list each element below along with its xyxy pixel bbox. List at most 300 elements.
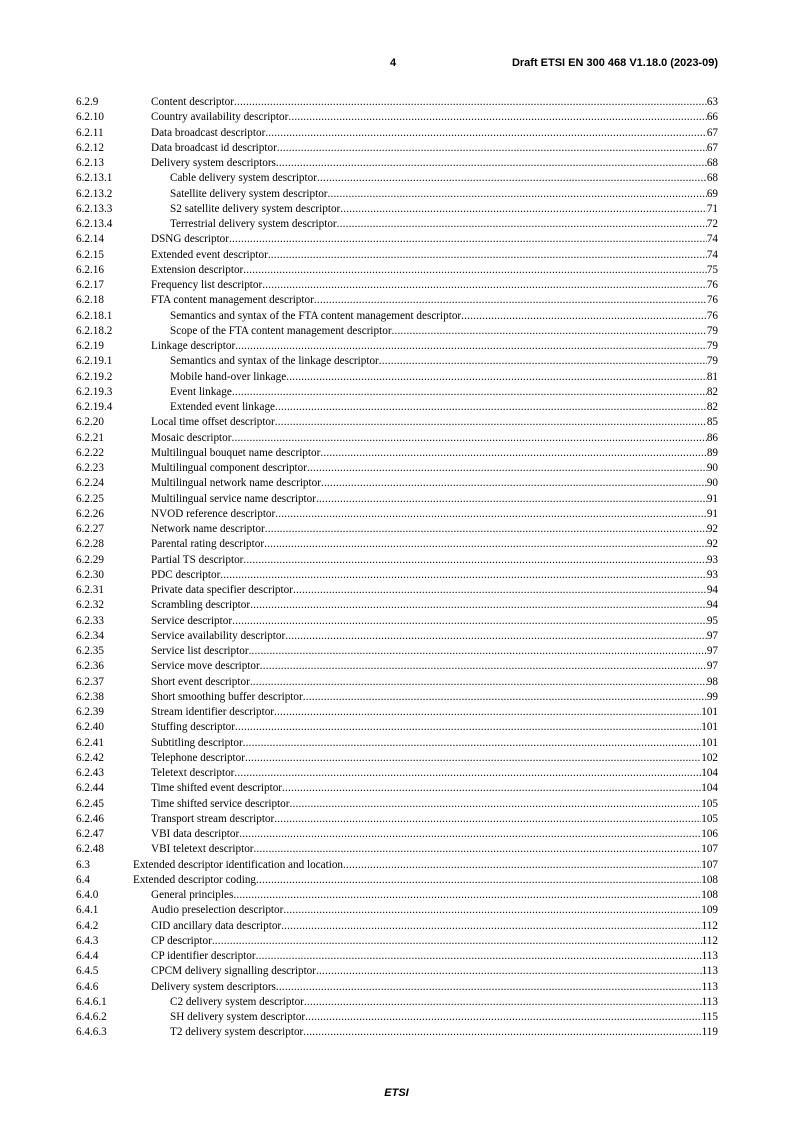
toc-entry[interactable] (76, 949, 718, 964)
toc-section-title: CP descriptor (151, 934, 212, 947)
toc-dot-leader (274, 705, 701, 720)
toc-entry-body (151, 568, 718, 583)
toc-section-number: 6.2.12 (76, 141, 104, 154)
toc-section-number: 6.4.6.2 (76, 1011, 107, 1023)
toc-dot-leader (283, 903, 701, 918)
toc-section-title: Country availability descriptor (151, 111, 289, 124)
toc-entry[interactable] (76, 888, 718, 903)
toc-page-number: 90 (706, 477, 718, 490)
toc-section-title: Subtitling descriptor (151, 736, 243, 749)
toc-entry-body (151, 95, 718, 110)
toc-section-title: Multilingual service name descriptor (151, 492, 316, 505)
toc-section-number: 6.2.13 (76, 157, 104, 169)
toc-section-title: Data broadcast descriptor (151, 126, 266, 139)
toc-page-number: 112 (701, 919, 718, 932)
toc-section-title: Service availability descriptor (151, 629, 286, 642)
toc-entry[interactable] (76, 171, 718, 186)
page-number: 4 (390, 57, 397, 69)
toc-entry[interactable] (76, 781, 718, 796)
toc-entry[interactable] (76, 293, 718, 308)
toc-entry-body (151, 919, 718, 934)
toc-section-number: 6.2.21 (76, 431, 104, 444)
toc-entry-body (170, 187, 718, 202)
toc-entry[interactable] (76, 507, 718, 522)
toc-page-number: 92 (706, 523, 718, 535)
toc-entry-body (151, 278, 718, 293)
toc-dot-leader (243, 263, 707, 278)
toc-section-number: 6.2.19.4 (76, 401, 113, 413)
toc-entry[interactable] (76, 659, 718, 674)
toc-section-title: Stuffing descriptor (151, 721, 235, 734)
toc-section-title: Terrestrial delivery system descriptor (170, 218, 337, 230)
toc-section-number: 6.2.28 (76, 538, 104, 551)
toc-section-number: 6.2.13.3 (76, 202, 113, 215)
toc-page-number: 102 (701, 751, 718, 764)
toc-section-number: 6.2.25 (76, 492, 104, 505)
toc-page-number: 81 (706, 370, 718, 383)
toc-page-number: 82 (706, 401, 718, 413)
toc-section-number: 6.2.18.2 (76, 324, 113, 337)
toc-page-number: 71 (706, 202, 718, 215)
toc-entry-body (151, 431, 718, 446)
toc-section-title: DSNG descriptor (151, 233, 229, 246)
toc-entry[interactable] (76, 248, 718, 263)
toc-dot-leader (275, 400, 707, 415)
toc-entry-body (151, 903, 718, 918)
toc-page-number: 104 (701, 767, 718, 779)
toc-entry-body (170, 1025, 718, 1040)
toc-entry-body (170, 1010, 718, 1025)
toc-dot-leader (243, 553, 706, 568)
toc-section-number: 6.2.29 (76, 553, 104, 566)
toc-entry-body (151, 812, 718, 827)
toc-section-title: Delivery system descriptors (151, 157, 276, 169)
toc-dot-leader (343, 858, 701, 873)
toc-section-title: Stream identifier descriptor (151, 706, 275, 718)
toc-section-number: 6.2.19.1 (76, 355, 113, 368)
toc-section-number: 6.2.18 (76, 294, 104, 307)
toc-entry[interactable] (76, 431, 718, 446)
toc-page-number: 74 (706, 233, 718, 246)
toc-section-number: 6.2.35 (76, 645, 104, 657)
toc-entry-body (170, 171, 718, 186)
toc-section-title: Extended descriptor identification and location (133, 858, 344, 871)
toc-page-number: 113 (701, 950, 718, 962)
toc-page-number: 79 (706, 340, 718, 352)
toc-entry[interactable] (76, 766, 718, 781)
toc-dot-leader (328, 187, 707, 202)
toc-page-number: 76 (706, 309, 718, 322)
toc-page-number: 79 (706, 324, 718, 337)
toc-entry[interactable] (76, 1010, 718, 1025)
footer-publisher: ETSI (384, 1087, 409, 1099)
toc-section-title: Multilingual component descriptor (151, 462, 307, 474)
toc-section-title: Local time offset descriptor (151, 416, 275, 429)
toc-page-number: 85 (706, 416, 718, 429)
toc-section-title: FTA content management descriptor (151, 294, 314, 307)
toc-entry-body (151, 293, 718, 308)
toc-entry[interactable] (76, 903, 718, 918)
toc-dot-leader (249, 644, 707, 659)
toc-entry-body (170, 370, 718, 385)
toc-dot-leader (320, 446, 706, 461)
toc-entry-body (151, 492, 718, 507)
toc-section-number: 6.2.40 (76, 721, 104, 734)
toc-entry[interactable] (76, 690, 718, 705)
toc-entry-body (151, 827, 718, 842)
toc-page-number: 63 (706, 96, 718, 108)
toc-entry-body (170, 385, 718, 400)
toc-page-number: 93 (706, 568, 718, 581)
toc-page-number: 113 (701, 965, 718, 978)
toc-section-number: 6.4.6.1 (76, 995, 107, 1008)
toc-entry-body (151, 583, 718, 598)
toc-entry[interactable] (76, 309, 718, 324)
toc-entry[interactable] (76, 202, 718, 217)
toc-entry[interactable] (76, 705, 718, 720)
toc-entry[interactable] (76, 736, 718, 751)
toc-entry[interactable] (76, 446, 718, 461)
toc-section-number: 6.4 (76, 873, 90, 886)
toc-entry[interactable] (76, 675, 718, 690)
toc-entry-body (170, 324, 718, 339)
toc-entry[interactable] (76, 919, 718, 934)
toc-section-title: Event linkage (170, 385, 232, 398)
toc-entry-body (151, 476, 718, 491)
toc-section-number: 6.2.22 (76, 446, 104, 459)
toc-section-title: Extended event linkage (170, 401, 275, 413)
toc-section-number: 6.4.2 (76, 919, 99, 932)
toc-entry-body (151, 248, 718, 263)
toc-page-number: 74 (706, 248, 718, 261)
toc-entry-body (151, 537, 718, 552)
toc-section-number: 6.2.39 (76, 706, 104, 718)
toc-section-title: T2 delivery system descriptor (170, 1026, 304, 1039)
toc-page-number: 76 (706, 279, 718, 291)
toc-dot-leader (340, 202, 707, 217)
toc-section-title: VBI teletext descriptor (151, 843, 254, 856)
toc-dot-leader (303, 690, 707, 705)
toc-entry-body (151, 644, 718, 659)
toc-section-number: 6.3 (76, 858, 90, 871)
toc-page-number: 72 (706, 218, 718, 230)
toc-entry[interactable] (76, 324, 718, 339)
toc-entry-body (170, 309, 718, 324)
toc-entry[interactable] (76, 751, 718, 766)
toc-entry[interactable] (76, 720, 718, 735)
toc-page-number: 108 (701, 873, 718, 886)
toc-entry[interactable] (76, 568, 718, 583)
toc-section-title: Semantics and syntax of the FTA content management descriptor (170, 309, 462, 322)
toc-dot-leader (243, 736, 702, 751)
toc-section-title: S2 satellite delivery system descriptor (170, 202, 341, 215)
toc-entry-body (151, 659, 718, 674)
toc-page-number: 86 (706, 431, 718, 444)
toc-entry[interactable] (76, 812, 718, 827)
toc-dot-leader (220, 568, 707, 583)
toc-entry[interactable] (76, 629, 718, 644)
toc-entry[interactable] (76, 980, 718, 995)
toc-section-number: 6.2.19 (76, 340, 104, 352)
toc-section-number: 6.2.48 (76, 843, 104, 856)
toc-section-title: Scrambling descriptor (151, 599, 251, 612)
toc-dot-leader (285, 629, 707, 644)
toc-section-number: 6.2.47 (76, 828, 104, 840)
toc-section-title: Transport stream descriptor (151, 812, 275, 825)
toc-entry-body (151, 614, 718, 629)
toc-dot-leader (461, 309, 707, 324)
toc-page-number: 104 (701, 782, 718, 795)
toc-entry-body (151, 446, 718, 461)
toc-section-title: Delivery system descriptors (151, 980, 276, 993)
toc-section-number: 6.2.13.1 (76, 172, 113, 185)
toc-entry-body (151, 690, 718, 705)
toc-entry-body (133, 858, 718, 873)
toc-page-number: 115 (701, 1011, 718, 1023)
toc-section-title: Parental rating descriptor (151, 538, 265, 551)
toc-page-number: 113 (701, 980, 718, 993)
document-title: Draft ETSI EN 300 468 V1.18.0 (2023-09) (511, 57, 718, 69)
toc-page-number: 112 (701, 934, 718, 947)
toc-section-title: C2 delivery system descriptor (170, 995, 304, 1008)
toc-entry-body (151, 705, 718, 720)
toc-section-number: 6.4.6 (76, 980, 99, 993)
toc-section-number: 6.2.16 (76, 263, 104, 276)
toc-section-number: 6.4.1 (76, 904, 99, 917)
toc-entry[interactable] (76, 964, 718, 979)
toc-section-number: 6.2.17 (76, 279, 104, 291)
toc-page-number: 108 (701, 889, 718, 901)
toc-dot-leader (321, 476, 707, 491)
toc-page-number: 98 (706, 675, 718, 688)
toc-entry[interactable] (76, 415, 718, 430)
toc-dot-leader (232, 614, 707, 629)
toc-dot-leader (245, 751, 701, 766)
toc-page-number: 67 (706, 141, 718, 154)
toc-entry[interactable] (76, 797, 718, 812)
toc-entry-body (151, 736, 718, 751)
toc-entry-body (151, 797, 718, 812)
toc-entry[interactable] (76, 187, 718, 202)
toc-section-number: 6.2.13.4 (76, 218, 113, 230)
toc-page-number: 89 (706, 446, 718, 459)
toc-entry[interactable] (76, 873, 718, 888)
toc-entry[interactable] (76, 842, 718, 857)
toc-dot-leader (250, 675, 707, 690)
toc-dot-leader (239, 827, 701, 842)
toc-entry-body (151, 964, 718, 979)
toc-dot-leader (235, 720, 701, 735)
toc-dot-leader (265, 522, 707, 537)
toc-dot-leader (265, 126, 707, 141)
toc-page-number: 66 (706, 111, 718, 124)
toc-entry-body (151, 232, 718, 247)
toc-entry[interactable] (76, 995, 718, 1010)
toc-page-number: 106 (701, 828, 718, 840)
toc-dot-leader (288, 110, 706, 125)
toc-entry-body (151, 781, 718, 796)
toc-entry[interactable] (76, 476, 718, 491)
toc-dot-leader (281, 919, 701, 934)
toc-section-number: 6.2.19.2 (76, 370, 113, 383)
toc-page-number: 79 (706, 355, 718, 368)
toc-entry-body (151, 110, 718, 125)
toc-section-number: 6.2.14 (76, 233, 104, 246)
toc-dot-leader (307, 461, 707, 476)
toc-entry-body (151, 461, 718, 476)
toc-entry[interactable] (76, 156, 718, 171)
toc-entry[interactable] (76, 278, 718, 293)
toc-page-number: 97 (706, 645, 718, 657)
toc-entry[interactable] (76, 614, 718, 629)
toc-entry-body (170, 354, 718, 369)
toc-dot-leader (231, 431, 706, 446)
toc-section-title: Teletext descriptor (151, 767, 235, 779)
toc-entry[interactable] (76, 110, 718, 125)
toc-page-number: 69 (706, 187, 718, 200)
toc-page-number: 75 (706, 263, 718, 276)
toc-entry[interactable] (76, 492, 718, 507)
toc-dot-leader (262, 278, 707, 293)
toc-entry[interactable] (76, 537, 718, 552)
toc-entry[interactable] (76, 400, 718, 415)
toc-dot-leader (317, 171, 707, 186)
toc-section-title: Network name descriptor (151, 523, 265, 535)
toc-entry[interactable] (76, 126, 718, 141)
toc-section-number: 6.2.31 (76, 584, 104, 596)
toc-entry-body (170, 217, 718, 232)
toc-section-title: Partial TS descriptor (151, 553, 244, 566)
toc-dot-leader (392, 324, 707, 339)
toc-entry[interactable] (76, 370, 718, 385)
toc-page-number: 105 (701, 797, 718, 810)
toc-section-number: 6.2.30 (76, 568, 104, 581)
toc-entry-body (151, 766, 718, 781)
toc-section-title: Service move descriptor (151, 660, 260, 673)
toc-entry[interactable] (76, 95, 718, 110)
toc-section-number: 6.2.26 (76, 507, 104, 520)
toc-entry[interactable] (76, 232, 718, 247)
toc-section-title: Short event descriptor (151, 675, 250, 688)
toc-dot-leader (305, 1010, 701, 1025)
toc-section-title: Mosaic descriptor (151, 431, 232, 444)
toc-page-number: 97 (706, 660, 718, 673)
toc-dot-leader (234, 766, 701, 781)
toc-dot-leader (235, 339, 707, 354)
toc-section-title: Multilingual network name descriptor (151, 477, 321, 490)
toc-section-number: 6.2.34 (76, 629, 104, 642)
toc-section-title: VBI data descriptor (151, 828, 240, 840)
toc-entry-body (151, 598, 718, 613)
toc-page-number: 94 (706, 599, 718, 612)
toc-page-number: 101 (701, 706, 718, 718)
toc-section-title: Extended descriptor coding (133, 873, 257, 886)
toc-dot-leader (264, 537, 707, 552)
toc-entry-body (151, 720, 718, 735)
toc-entry[interactable] (76, 141, 718, 156)
toc-section-number: 6.2.37 (76, 675, 104, 688)
toc-dot-leader (229, 232, 707, 247)
toc-section-title: Telephone descriptor (151, 751, 245, 764)
toc-entry-body (151, 980, 718, 995)
toc-entry[interactable] (76, 385, 718, 400)
toc-section-title: Content descriptor (151, 96, 234, 108)
toc-page-number: 93 (706, 553, 718, 566)
toc-entry[interactable] (76, 263, 718, 278)
toc-entry[interactable] (76, 583, 718, 598)
toc-section-title: Audio preselection descriptor (151, 904, 284, 917)
toc-entry[interactable] (76, 644, 718, 659)
toc-page-number: 107 (701, 843, 718, 856)
toc-dot-leader (276, 980, 702, 995)
toc-entry[interactable] (76, 522, 718, 537)
toc-page-number: 113 (701, 995, 718, 1008)
toc-dot-leader (254, 842, 702, 857)
toc-section-number: 6.2.43 (76, 767, 104, 779)
toc-dot-leader (275, 507, 707, 522)
toc-entry[interactable] (76, 461, 718, 476)
toc-dot-leader (304, 995, 702, 1010)
toc-section-title: Mobile hand-over linkage (170, 370, 287, 383)
table-of-contents (76, 95, 718, 1041)
toc-page-number: 99 (706, 690, 718, 703)
toc-dot-leader (250, 598, 707, 613)
toc-section-number: 6.2.24 (76, 477, 104, 490)
toc-page-number: 68 (706, 157, 718, 169)
toc-entry[interactable] (76, 339, 718, 354)
toc-dot-leader (234, 95, 707, 110)
toc-section-title: SH delivery system descriptor (170, 1011, 306, 1023)
toc-section-title: Time shifted event descriptor (151, 782, 283, 795)
toc-entry[interactable] (76, 827, 718, 842)
toc-section-number: 6.2.11 (76, 126, 104, 139)
toc-section-number: 6.2.20 (76, 416, 104, 429)
toc-entry[interactable] (76, 354, 718, 369)
toc-dot-leader (268, 248, 707, 263)
toc-entry[interactable] (76, 553, 718, 568)
toc-page-number: 92 (706, 538, 718, 551)
toc-page-number: 105 (701, 812, 718, 825)
toc-section-number: 6.2.13.2 (76, 187, 113, 200)
toc-entry-body (151, 675, 718, 690)
toc-entry[interactable] (76, 598, 718, 613)
toc-entry[interactable] (76, 1025, 718, 1040)
toc-section-title: Scope of the FTA content management descriptor (170, 324, 392, 337)
toc-page-number: 94 (706, 584, 718, 596)
toc-entry-body (151, 263, 718, 278)
toc-section-title: Satellite delivery system descriptor (170, 187, 328, 200)
toc-entry-body (151, 751, 718, 766)
toc-section-number: 6.2.42 (76, 751, 104, 764)
toc-section-number: 6.2.36 (76, 660, 104, 673)
toc-section-title: CPCM delivery signalling descriptor (151, 965, 316, 978)
toc-entry-body (151, 949, 718, 964)
toc-section-title: Extension descriptor (151, 263, 244, 276)
toc-entry-body (151, 156, 718, 171)
toc-section-title: NVOD reference descriptor (151, 507, 276, 520)
toc-section-number: 6.2.15 (76, 248, 104, 261)
toc-entry[interactable] (76, 934, 718, 949)
toc-dot-leader (379, 354, 707, 369)
toc-entry-body (151, 141, 718, 156)
toc-entry[interactable] (76, 858, 718, 873)
toc-entry[interactable] (76, 217, 718, 232)
toc-section-number: 6.2.32 (76, 599, 104, 612)
toc-dot-leader (337, 217, 707, 232)
toc-page-number: 97 (706, 629, 718, 642)
toc-section-title: General principles (151, 889, 234, 901)
toc-section-number: 6.2.38 (76, 690, 104, 703)
